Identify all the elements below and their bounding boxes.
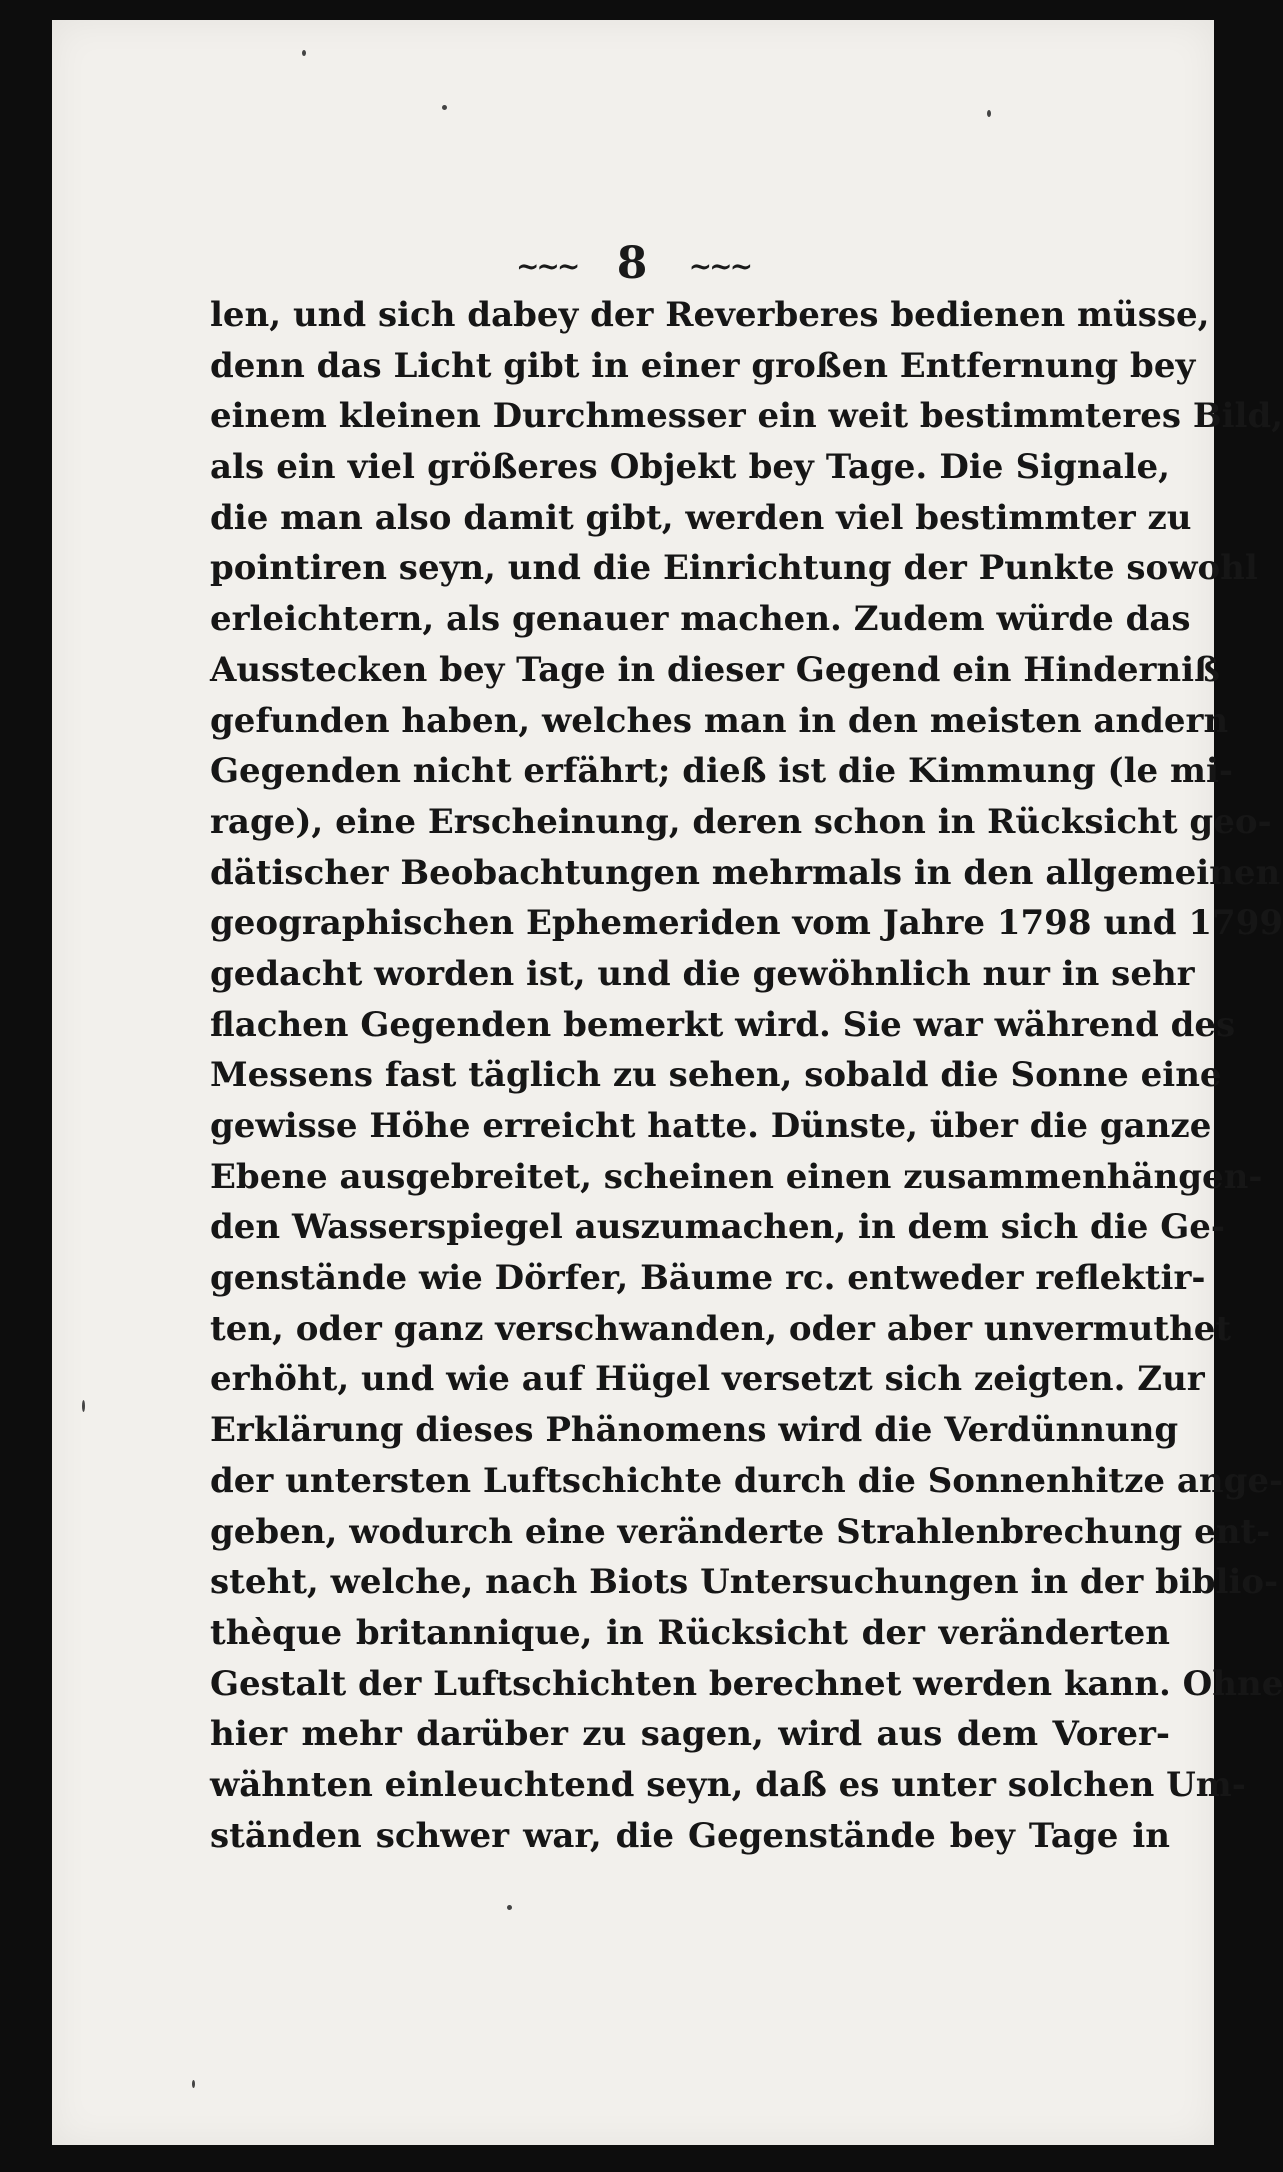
text-line: erhöht, und wie auf Hügel versetzt sich zeigten. Zur [210, 1359, 1205, 1400]
text-line: ständen schwer war, die Gegenstände bey Tage in [210, 1815, 1170, 1856]
book-page [52, 20, 1283, 2145]
text-line: geben, wodurch eine veränderte Strahlenbrechung ent- [210, 1511, 1271, 1552]
paper-speck [507, 1905, 512, 1910]
text-line: gefunden haben, welches man in den meisten andern [210, 700, 1229, 741]
text-line: gewisse Höhe erreicht hatte. Dünste, über die ganze [210, 1106, 1212, 1146]
header-ornament-left: ~~~ [515, 250, 578, 283]
body-text [210, 290, 1283, 1861]
text-line: den Wasserspiegel auszumachen, in dem sich die Ge- [210, 1207, 1225, 1248]
paper-speck [192, 2080, 195, 2088]
paper-speck [442, 105, 447, 110]
text-line: der untersten Luftschichte durch die Sonnenhitze ange- [210, 1460, 1283, 1501]
text-line: die man also damit gibt, werden viel bestimmter zu [210, 497, 1192, 538]
text-line: len, und sich dabey der Reverberes bedienen müsse, [210, 295, 1210, 335]
text-line: Erklärung dieses Phänomens wird die Verdünnung [210, 1410, 1179, 1451]
page-number: 8 [616, 238, 650, 289]
text-line: thèque britannique, in Rücksicht der veränderten [210, 1612, 1170, 1653]
text-line: Messens fast täglich zu sehen, sobald die Sonne eine [210, 1055, 1222, 1096]
header-ornament-right: ~~~ [688, 250, 751, 283]
text-line: flachen Gegenden bemerkt wird. Sie war während des [210, 1004, 1236, 1045]
text-line: denn das Licht gibt in einer großen Entfernung bey [210, 345, 1196, 386]
text-line: rage), eine Erscheinung, deren schon in Rücksicht geo- [210, 801, 1272, 842]
paper-speck [82, 1400, 85, 1412]
paper-speck [302, 50, 306, 56]
text-line: pointiren seyn, und die Einrichtung der Punkte sowohl [210, 548, 1258, 589]
text-line: wähnten einleuchtend seyn, daß es unter solchen Um- [210, 1764, 1246, 1805]
text-line: als ein viel größeres Objekt bey Tage. Die Signale, [210, 447, 1170, 488]
text-line: Ebene ausgebreitet, scheinen einen zusammenhängen- [210, 1156, 1263, 1197]
page-header [52, 238, 1214, 289]
text-line: gedacht worden ist, und die gewöhnlich nur in sehr [210, 953, 1195, 994]
text-line: genstände wie Dörfer, Bäume rc. entweder reflektir- [210, 1258, 1206, 1299]
paper-speck [987, 110, 991, 117]
text-line: Gestalt der Luftschichten berechnet werden kann. Ohne [210, 1663, 1283, 1704]
text-line: ten, oder ganz verschwanden, oder aber unvermuthet [210, 1308, 1232, 1349]
text-line: geographischen Ephemeriden vom Jahre 1798 und 1799 [210, 903, 1283, 944]
text-line: einem kleinen Durchmesser ein weit bestimmteres Bild, [210, 396, 1283, 437]
text-line: Gegenden nicht erfährt; dieß ist die Kimmung (le mi- [210, 751, 1233, 792]
text-line: dätischer Beobachtungen mehrmals in den allgemeinen [210, 852, 1281, 893]
text-line: steht, welche, nach Biots Untersuchungen in der biblio- [210, 1562, 1279, 1603]
text-line: erleichtern, als genauer machen. Zudem würde das [210, 599, 1191, 640]
text-line: Ausstecken bey Tage in dieser Gegend ein Hinderniß [210, 649, 1220, 690]
text-line: hier mehr darüber zu sagen, wird aus dem Vorer- [210, 1714, 1170, 1755]
